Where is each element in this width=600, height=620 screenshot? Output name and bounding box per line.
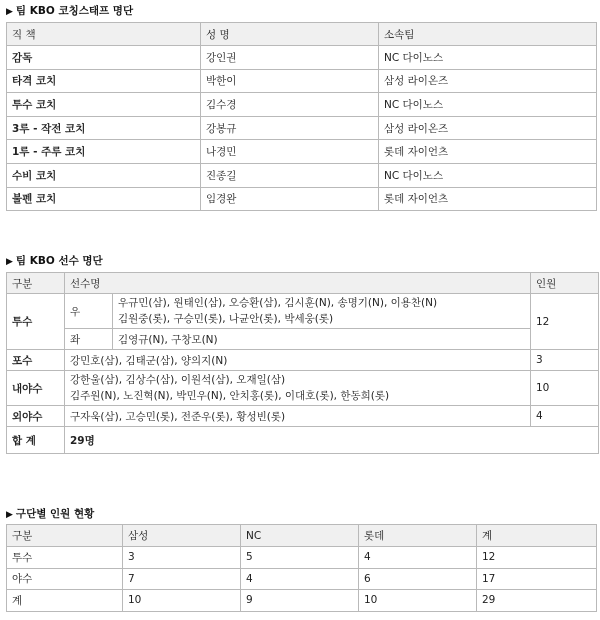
lotte-cell: 4 <box>359 547 477 569</box>
name-cell: 강인권 <box>201 46 379 70</box>
coaching-section-title: ▶ 팀 KBO 코칭스태프 명단 <box>6 5 134 17</box>
right-handed-pitchers-line: 김원중(롯), 구승민(롯), 나균안(롯), 박세웅(롯) <box>118 313 334 325</box>
position-cell: 불펜 코치 <box>7 187 201 211</box>
triangle-bullet-icon: ▶ <box>6 257 13 267</box>
left-handed-pitchers-cell: 김영규(N), 구창모(N) <box>113 329 531 350</box>
breakdown-section-title: ▶ 구단별 인원 현황 <box>6 508 95 520</box>
pitcher-count-cell: 12 <box>531 294 599 350</box>
infield-names-line: 강한울(삼), 김상수(삼), 이원석(삼), 오재일(삼) <box>70 374 286 386</box>
right-handed-pitchers-line: 우규민(삼), 원태인(삼), 오승환(삼), 김시훈(N), 송명기(N), 이용찬(N) <box>118 297 438 309</box>
table-row <box>7 187 597 211</box>
lotte-cell: 10 <box>359 590 477 612</box>
column-header-group: 구분 <box>7 525 123 547</box>
outfield-count-cell: 4 <box>531 406 599 427</box>
name-cell: 김수경 <box>201 93 379 117</box>
nc-cell: 9 <box>241 590 359 612</box>
name-cell: 박한이 <box>201 69 379 93</box>
name-cell: 나경민 <box>201 140 379 164</box>
table-row <box>7 163 597 187</box>
team-breakdown-table <box>6 524 597 612</box>
group-cell: 투수 <box>7 547 123 569</box>
table-row <box>7 116 597 140</box>
column-header-group: 구분 <box>7 273 65 294</box>
position-cell: 1루 - 주루 코치 <box>7 140 201 164</box>
table-header-row <box>7 525 597 547</box>
group-cell: 야수 <box>7 568 123 590</box>
outfield-names-cell: 구자욱(삼), 고승민(롯), 전준우(롯), 황성빈(롯) <box>65 406 531 427</box>
column-header-samsung: 삼성 <box>123 525 241 547</box>
team-cell: NC 다이노스 <box>379 93 597 117</box>
team-cell: 삼성 라이온즈 <box>379 69 597 93</box>
table-row <box>7 46 597 70</box>
table-row <box>7 93 597 117</box>
group-cell: 계 <box>7 590 123 612</box>
column-header-position: 직 책 <box>7 23 201 46</box>
pitcher-right-row <box>7 294 599 329</box>
lotte-cell: 6 <box>359 568 477 590</box>
column-header-nc: NC <box>241 525 359 547</box>
total-row <box>7 427 599 454</box>
column-header-count: 인원 <box>531 273 599 294</box>
catcher-count-cell: 3 <box>531 350 599 371</box>
team-cell: NC 다이노스 <box>379 163 597 187</box>
total-cell: 12 <box>477 547 597 569</box>
catcher-group-cell: 포수 <box>7 350 65 371</box>
position-cell: 투수 코치 <box>7 93 201 117</box>
position-cell: 감독 <box>7 46 201 70</box>
position-cell: 수비 코치 <box>7 163 201 187</box>
nc-cell: 5 <box>241 547 359 569</box>
infield-row <box>7 371 599 406</box>
right-handed-pitchers-cell <box>113 294 531 329</box>
table-row <box>7 568 597 590</box>
triangle-bullet-icon: ▶ <box>6 510 13 520</box>
total-label-cell: 합 계 <box>7 427 65 454</box>
infield-names-line: 김주원(N), 노진혁(N), 박민우(N), 안치홍(롯), 이대호(롯), 한동희(롯) <box>70 390 390 402</box>
table-row <box>7 547 597 569</box>
nc-cell: 4 <box>241 568 359 590</box>
pitcher-left-row <box>7 329 599 350</box>
right-handed-label: 우 <box>65 294 113 329</box>
pitcher-group-cell: 투수 <box>7 294 65 350</box>
table-row <box>7 590 597 612</box>
total-value-cell: 29명 <box>65 427 599 454</box>
players-section-title: ▶ 팀 KBO 선수 명단 <box>6 255 103 267</box>
column-header-lotte: 롯데 <box>359 525 477 547</box>
catcher-row <box>7 350 599 371</box>
outfield-group-cell: 외야수 <box>7 406 65 427</box>
catcher-names-cell: 강민호(삼), 김태군(삼), 양의지(N) <box>65 350 531 371</box>
samsung-cell: 10 <box>123 590 241 612</box>
outfield-row <box>7 406 599 427</box>
infield-group-cell: 내야수 <box>7 371 65 406</box>
name-cell: 진종길 <box>201 163 379 187</box>
name-cell: 강봉규 <box>201 116 379 140</box>
left-handed-label: 좌 <box>65 329 113 350</box>
column-header-total: 계 <box>477 525 597 547</box>
samsung-cell: 3 <box>123 547 241 569</box>
table-header-row <box>7 23 597 46</box>
samsung-cell: 7 <box>123 568 241 590</box>
infield-count-cell: 10 <box>531 371 599 406</box>
infield-names-cell <box>65 371 531 406</box>
team-cell: 롯데 자이언츠 <box>379 187 597 211</box>
column-header-name: 성 명 <box>201 23 379 46</box>
coaching-staff-table <box>6 22 597 211</box>
position-cell: 3루 - 작전 코치 <box>7 116 201 140</box>
total-cell: 17 <box>477 568 597 590</box>
position-cell: 타격 코치 <box>7 69 201 93</box>
table-header-row <box>7 273 599 294</box>
column-header-team: 소속팀 <box>379 23 597 46</box>
name-cell: 임경완 <box>201 187 379 211</box>
total-cell: 29 <box>477 590 597 612</box>
player-roster-table <box>6 272 599 454</box>
table-row <box>7 140 597 164</box>
table-row <box>7 69 597 93</box>
team-cell: 롯데 자이언츠 <box>379 140 597 164</box>
team-cell: 삼성 라이온즈 <box>379 116 597 140</box>
column-header-players: 선수명 <box>65 273 531 294</box>
team-cell: NC 다이노스 <box>379 46 597 70</box>
triangle-bullet-icon: ▶ <box>6 7 13 17</box>
